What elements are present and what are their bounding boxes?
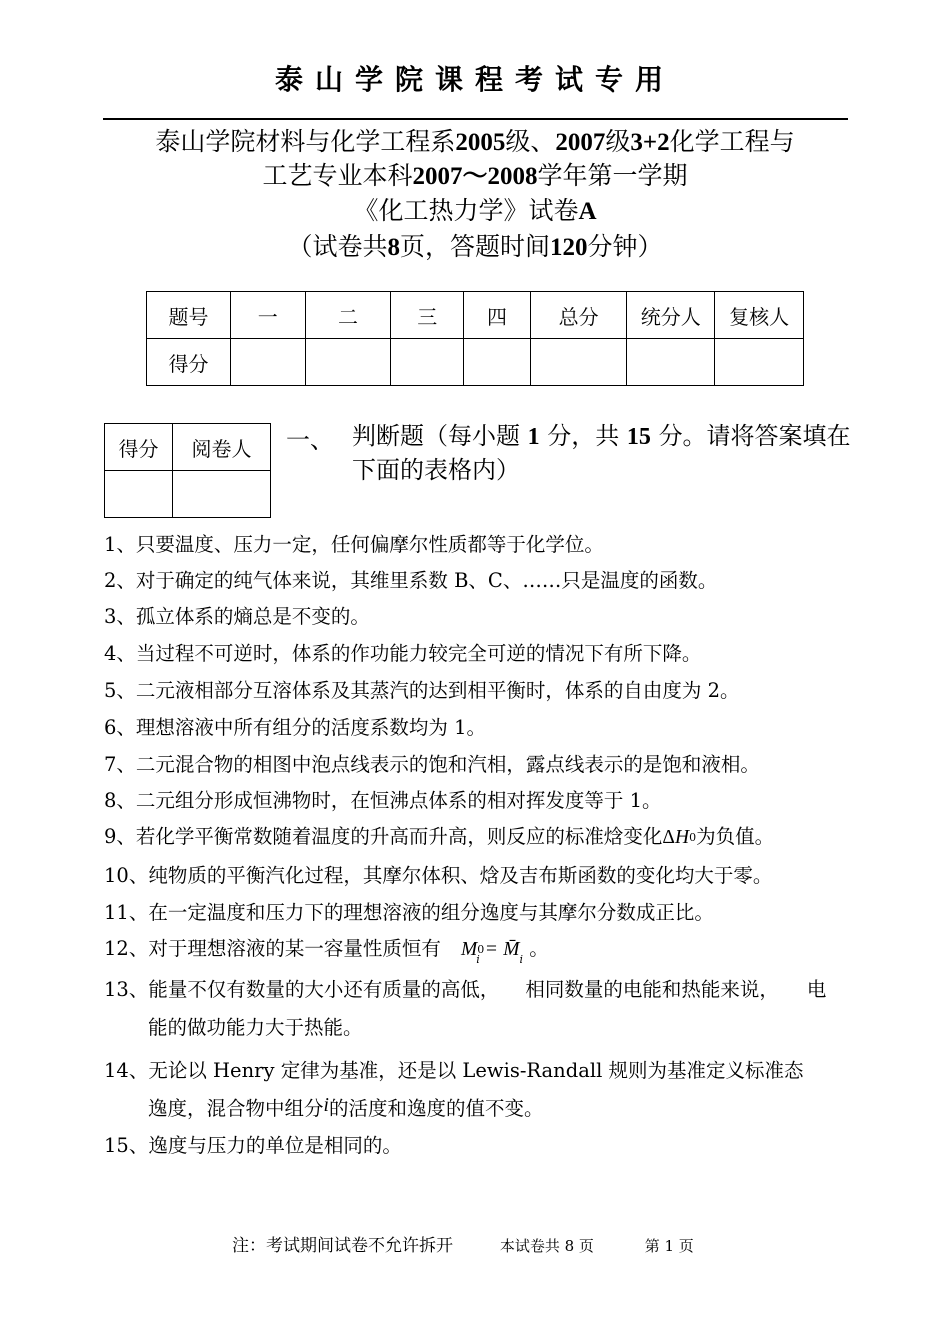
enthalpy-symbol: H [674,827,690,848]
grader-table-input-row [105,471,271,518]
exam-major-b: 工艺专业本科 [262,161,413,190]
section-text-c: 分，共 [547,422,620,450]
exam-major-a: 化学工程与 [669,127,795,156]
exam-title-line-4 [0,227,950,263]
section-points-total: 15 [626,424,651,450]
section-text-a: 判断题（每小题 [352,422,520,450]
score-header-cell: 总分 [530,292,626,339]
exam-academic-year: 2007～2008 [412,163,538,190]
footer-total-pages: 本试卷共 8 页 [499,1237,594,1255]
exam-time-a: 页，答题时间 [399,232,550,261]
grader-name-cell [173,471,271,518]
score-input-cell [464,339,531,386]
exam-paper-version: A [578,198,597,225]
question-7: 7、二元混合物的相图中泡点线表示的饱和汽相，露点线表示的是饱和液相。 [104,753,760,776]
score-table [146,291,804,386]
component-subscript: i [476,953,480,966]
score-input-cell [391,339,464,386]
partial-molar-symbol: M̄ [503,939,520,960]
question-13-continuation: 能的做功能力大于热能。 [148,1016,363,1039]
question-14-text-a: 14、无论以 [104,1059,207,1082]
header-title: 泰山学院课程考试专用 [274,63,675,96]
lewis-randall-name: Lewis-Randall [462,1059,603,1082]
exam-title-line-2 [0,156,950,192]
exam-title-line-1 [0,122,950,158]
question-4: 4、当过程不可逆时，体系的作功能力较完全可逆的情况下有所下降。 [104,642,702,665]
exam-time-b: 分钟） [587,232,663,261]
exam-grade-label: 级 [605,127,631,156]
exam-dept: 泰山学院材料与化学工程系 [155,127,456,156]
question-10: 10、纯物质的平衡汽化过程，其摩尔体积、焓及吉布斯函数的变化均大于零。 [104,864,773,887]
grader-table [104,423,271,518]
grader-score-cell [105,471,173,518]
score-header-cell: 复核人 [715,292,804,339]
score-row-label: 得分 [147,339,231,386]
question-12 [104,933,854,966]
exam-pages-a: （试卷共 [287,232,388,261]
score-table-header-row [147,292,804,339]
exam-year-2007: 2007 [555,129,606,156]
henry-law-name: Henry [213,1059,275,1082]
section-text-e: 分。请将答案填在下面的表格内） [352,422,851,484]
exam-page-count: 8 [387,234,400,261]
exam-course: 《化工热力学》试卷 [353,196,579,225]
question-11: 11、在一定温度和压力下的理想溶液的组分逸度与其摩尔分数成正比。 [104,901,714,924]
header-rule [103,118,848,120]
grader-score-label: 得分 [105,424,173,471]
question-2: 2、对于确定的纯气体来说，其维里系数 B、C、……只是温度的函数。 [104,569,718,592]
component-subscript-2: i [519,953,523,966]
score-table-score-row [147,339,804,386]
question-6: 6、理想溶液中所有组分的活度系数均为 1。 [104,716,487,739]
molar-property-symbol: M [461,939,478,960]
footer-page-number: 第 1 页 [644,1237,694,1255]
question-8: 8、二元组分形成恒沸物时，在恒沸点体系的相对挥发度等于 1。 [104,789,662,812]
pure-component-superscript: 0 [477,943,485,956]
section-points-each: 1 [527,424,540,450]
score-input-cell [305,339,391,386]
question-9-text-a: 9、若化学平衡常数随着温度的升高而升高，则反应的标准焓变化 [104,825,663,848]
score-header-cell: 四 [464,292,531,339]
score-header-cell: 三 [391,292,464,339]
component-index-symbol: i [323,1095,329,1116]
question-15: 15、逸度与压力的单位是相同的。 [104,1134,402,1157]
question-3: 3、孤立体系的熵总是不变的。 [104,605,370,628]
question-14-text-e: 规则为基准定义标准态 [608,1059,804,1082]
score-header-cell: 一 [231,292,305,339]
question-9 [104,821,854,849]
question-13-text-c: 电 [806,978,827,1001]
exam-title-line-3 [0,191,950,227]
delta-symbol: Δ [662,827,675,848]
exam-program-code: 3+2 [630,129,670,156]
exam-grade-sep: 级、 [505,127,556,156]
question-12-text: 12、对于理想溶液的某一容量性质恒有 [104,937,441,960]
grader-name-label: 阅卷人 [173,424,271,471]
grader-table-header-row [105,424,271,471]
question-13-text-b: 相同数量的电能和热能来说， [525,978,779,1001]
question-14-continuation: 逸度，混合物中组分i的活度和逸度的值不变。 [148,1095,544,1120]
question-5: 5、二元液相部分互溶体系及其蒸汽的达到相平衡时，体系的自由度为 2。 [104,679,740,702]
score-input-cell [715,339,804,386]
question-14-text-c: 定律为基准，还是以 [280,1059,457,1082]
footer-note: 注：考试期间试卷不允许拆开 [232,1236,453,1256]
exam-year-2005: 2005 [455,129,506,156]
exam-semester: 学年第一学期 [537,161,688,190]
score-input-cell [627,339,715,386]
question-9-text-b: 为负值。 [696,825,775,848]
question-13-text-a: 13、能量不仅有数量的大小还有质量的高低， [104,978,500,1001]
exam-time-minutes: 120 [550,234,588,261]
question-12-end: 。 [529,937,549,960]
section-number: 一、 [286,426,334,454]
equals-sign: = [486,939,498,960]
score-header-cell: 统分人 [627,292,715,339]
score-header-cell: 题号 [147,292,231,339]
page-footer [232,1231,694,1256]
score-input-cell [530,339,626,386]
standard-state-superscript: 0 [689,831,697,844]
score-header-cell: 二 [305,292,391,339]
question-14 [104,1055,854,1121]
question-1: 1、只要温度、压力一定，任何偏摩尔性质都等于化学位。 [104,533,604,556]
score-input-cell [231,339,305,386]
section-instructions [352,420,852,487]
question-13 [104,974,854,1040]
